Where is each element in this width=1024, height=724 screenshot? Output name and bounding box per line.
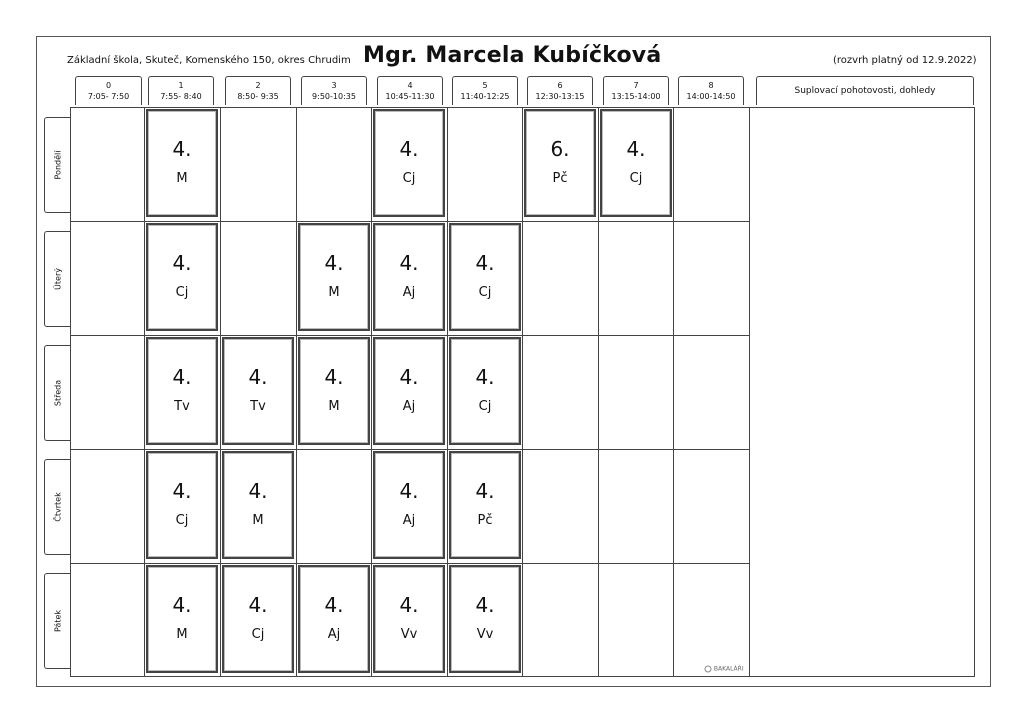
- day-label-thursday: [44, 459, 70, 555]
- period-number: 1: [178, 81, 184, 90]
- lesson-cell[interactable]: [373, 109, 445, 217]
- period-time: 11:40-12:25: [460, 92, 510, 101]
- lesson-cell[interactable]: [146, 109, 218, 217]
- lesson-class: 4.: [248, 365, 268, 389]
- lesson-subject: Pč: [552, 171, 568, 186]
- lesson-cell[interactable]: [600, 109, 672, 217]
- period-time: 8:50- 9:35: [237, 92, 279, 101]
- period-header-4: [377, 76, 443, 105]
- bakalari-logo-icon: [704, 665, 712, 673]
- lesson-class: 4.: [324, 593, 344, 617]
- lesson-class: 4.: [399, 593, 419, 617]
- lesson-cell[interactable]: [373, 337, 445, 445]
- lesson-cell[interactable]: [298, 337, 370, 445]
- lesson-subject: Vv: [476, 627, 494, 642]
- period-time: 9:50-10:35: [312, 92, 356, 101]
- bakalari-logo: [704, 665, 744, 673]
- school-name: Základní škola, Skuteč, Komenského 150, okres Chrudim: [67, 55, 351, 66]
- column-divider: [144, 107, 145, 677]
- period-number: 3: [331, 81, 337, 90]
- day-label-text: Pondělí: [53, 150, 62, 180]
- day-label-text: Úterý: [53, 268, 62, 290]
- lesson-subject: Aj: [402, 285, 416, 300]
- column-divider: [296, 107, 297, 677]
- lesson-subject: Tv: [174, 399, 190, 414]
- lesson-cell[interactable]: [222, 337, 294, 445]
- period-header-2: [225, 76, 291, 105]
- period-time: 13:15-14:00: [611, 92, 661, 101]
- period-header-3: [301, 76, 367, 105]
- column-divider: [220, 107, 221, 677]
- lesson-class: 4.: [172, 479, 192, 503]
- period-number: 8: [708, 81, 714, 90]
- period-header-5: [452, 76, 518, 105]
- column-divider: [598, 107, 599, 677]
- lesson-subject: M: [252, 513, 264, 528]
- lesson-class: 4.: [475, 365, 495, 389]
- column-divider: [673, 107, 674, 677]
- lesson-cell[interactable]: [373, 565, 445, 673]
- period-time: 10:45-11:30: [385, 92, 435, 101]
- lesson-subject: Cj: [402, 171, 416, 186]
- day-label-text: Čtvrtek: [53, 492, 62, 522]
- day-label-text: Pátek: [53, 609, 62, 633]
- lesson-class: 4.: [475, 479, 495, 503]
- period-header-8: [678, 76, 744, 105]
- lesson-class: 4.: [172, 365, 192, 389]
- lesson-cell[interactable]: [222, 565, 294, 673]
- day-label-monday: [44, 117, 70, 213]
- lesson-cell[interactable]: [373, 223, 445, 331]
- lesson-cell[interactable]: [449, 337, 521, 445]
- lesson-class: 4.: [172, 593, 192, 617]
- lesson-cell[interactable]: [146, 223, 218, 331]
- lesson-cell[interactable]: [524, 109, 596, 217]
- lesson-subject: Aj: [402, 399, 416, 414]
- lesson-class: 4.: [172, 251, 192, 275]
- period-header-0: [75, 76, 142, 105]
- lesson-class: 4.: [475, 251, 495, 275]
- lesson-class: 6.: [550, 137, 570, 161]
- period-number: 7: [633, 81, 639, 90]
- lesson-class: 4.: [324, 251, 344, 275]
- lesson-subject: Cj: [251, 627, 265, 642]
- logo-text: BAKALÁŘI: [713, 665, 744, 673]
- column-divider: [522, 107, 523, 677]
- lesson-cell[interactable]: [222, 451, 294, 559]
- lesson-class: 4.: [172, 137, 192, 161]
- lesson-cell[interactable]: [449, 565, 521, 673]
- teacher-name: Mgr. Marcela Kubíčková: [363, 43, 662, 68]
- lesson-class: 4.: [248, 593, 268, 617]
- lesson-subject: M: [176, 171, 188, 186]
- lesson-subject: Cj: [175, 285, 189, 300]
- lesson-cell[interactable]: [146, 337, 218, 445]
- lesson-class: 4.: [248, 479, 268, 503]
- supl-header: Suplovací pohotovosti, dohledy: [756, 76, 974, 105]
- day-label-friday: [44, 573, 70, 669]
- period-header-6: [527, 76, 593, 105]
- lesson-subject: Cj: [478, 399, 492, 414]
- period-number: 6: [557, 81, 563, 90]
- lesson-cell[interactable]: [146, 451, 218, 559]
- lesson-class: 4.: [399, 365, 419, 389]
- lesson-subject: Cj: [478, 285, 492, 300]
- period-number: 0: [105, 81, 112, 90]
- period-number: 4: [407, 81, 413, 90]
- lesson-subject: M: [328, 399, 340, 414]
- lesson-class: 4.: [626, 137, 646, 161]
- period-header-7: [603, 76, 669, 105]
- row-divider: [70, 449, 750, 450]
- lesson-cell[interactable]: [298, 565, 370, 673]
- column-divider: [447, 107, 448, 677]
- lesson-cell[interactable]: [449, 223, 521, 331]
- lesson-class: 4.: [324, 365, 344, 389]
- validity-note: (rozvrh platný od 12.9.2022): [833, 55, 977, 66]
- day-label-tuesday: [44, 231, 70, 327]
- column-divider: [371, 107, 372, 677]
- row-divider: [70, 221, 750, 222]
- lesson-class: 4.: [475, 593, 495, 617]
- lesson-class: 4.: [399, 251, 419, 275]
- lesson-subject: Cj: [175, 513, 189, 528]
- lesson-subject: Vv: [400, 627, 418, 642]
- period-number: 5: [482, 81, 488, 90]
- lesson-cell[interactable]: [298, 223, 370, 331]
- period-time: 12:30-13:15: [535, 92, 585, 101]
- day-label-wednesday: [44, 345, 70, 441]
- column-divider: [749, 107, 750, 677]
- lesson-subject: Tv: [250, 399, 266, 414]
- period-time: 7:55- 8:40: [160, 92, 202, 101]
- period-header-1: [148, 76, 214, 105]
- lesson-cell[interactable]: [449, 451, 521, 559]
- period-time: 7:05- 7:50: [87, 92, 130, 101]
- lesson-class: 4.: [399, 137, 419, 161]
- day-label-text: Středa: [53, 379, 62, 407]
- lesson-subject: M: [328, 285, 340, 300]
- period-time: 14:00-14:50: [686, 92, 736, 101]
- lesson-subject: Aj: [327, 627, 341, 642]
- lesson-subject: Aj: [402, 513, 416, 528]
- period-number: 2: [255, 81, 261, 90]
- lesson-cell[interactable]: [146, 565, 218, 673]
- lesson-subject: Pč: [477, 513, 493, 528]
- row-divider: [70, 563, 750, 564]
- lesson-cell[interactable]: [373, 451, 445, 559]
- row-divider: [70, 335, 750, 336]
- lesson-class: 4.: [399, 479, 419, 503]
- lesson-subject: Cj: [629, 171, 643, 186]
- lesson-subject: M: [176, 627, 188, 642]
